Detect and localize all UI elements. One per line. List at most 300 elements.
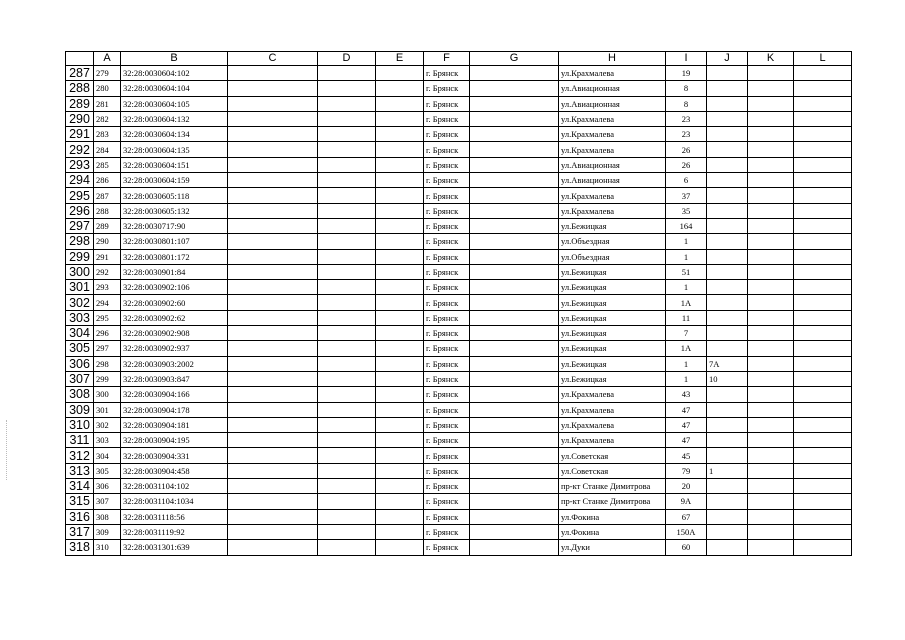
row-number[interactable]: 317 <box>66 524 94 539</box>
cell-i-house[interactable]: 35 <box>666 203 707 218</box>
cell-b-cadastral-number[interactable]: 32:28:0031119:92 <box>121 524 228 539</box>
cell-d[interactable] <box>318 218 376 233</box>
cell-e[interactable] <box>376 463 424 478</box>
cell-e[interactable] <box>376 326 424 341</box>
cell-h-street[interactable]: ул.Авиационная <box>559 173 666 188</box>
cell-j[interactable] <box>707 417 748 432</box>
cell-j[interactable] <box>707 111 748 126</box>
cell-f-city[interactable]: г. Брянск <box>424 326 470 341</box>
cell-f-city[interactable]: г. Брянск <box>424 188 470 203</box>
cell-j[interactable]: 10 <box>707 371 748 386</box>
cell-g[interactable] <box>470 341 559 356</box>
cell-a[interactable]: 283 <box>94 127 121 142</box>
row-number[interactable]: 300 <box>66 264 94 279</box>
cell-a[interactable]: 289 <box>94 218 121 233</box>
cell-f-city[interactable]: г. Брянск <box>424 540 470 555</box>
cell-a[interactable]: 290 <box>94 234 121 249</box>
cell-h-street[interactable]: пр-кт Станке Димитрова <box>559 479 666 494</box>
cell-j[interactable] <box>707 402 748 417</box>
cell-e[interactable] <box>376 81 424 96</box>
cell-i-house[interactable]: 6 <box>666 173 707 188</box>
cell-a[interactable]: 305 <box>94 463 121 478</box>
cell-a[interactable]: 297 <box>94 341 121 356</box>
cell-d[interactable] <box>318 540 376 555</box>
cell-l[interactable] <box>794 310 852 325</box>
corner-cell[interactable] <box>66 52 94 66</box>
row-number[interactable]: 295 <box>66 188 94 203</box>
cell-f-city[interactable]: г. Брянск <box>424 66 470 81</box>
cell-f-city[interactable]: г. Брянск <box>424 142 470 157</box>
cell-b-cadastral-number[interactable]: 32:28:0031104:1034 <box>121 494 228 509</box>
cell-b-cadastral-number[interactable]: 32:28:0030902:908 <box>121 326 228 341</box>
cell-j[interactable] <box>707 173 748 188</box>
cell-i-house[interactable]: 164 <box>666 218 707 233</box>
cell-f-city[interactable]: г. Брянск <box>424 127 470 142</box>
cell-f-city[interactable]: г. Брянск <box>424 264 470 279</box>
cell-k[interactable] <box>748 234 794 249</box>
cell-a[interactable]: 294 <box>94 295 121 310</box>
cell-h-street[interactable]: ул.Фокина <box>559 509 666 524</box>
row-number[interactable]: 291 <box>66 127 94 142</box>
cell-g[interactable] <box>470 81 559 96</box>
cell-l[interactable] <box>794 494 852 509</box>
cell-l[interactable] <box>794 173 852 188</box>
cell-c[interactable] <box>228 203 318 218</box>
cell-e[interactable] <box>376 249 424 264</box>
cell-e[interactable] <box>376 433 424 448</box>
cell-j[interactable] <box>707 494 748 509</box>
cell-i-house[interactable]: 26 <box>666 142 707 157</box>
cell-h-street[interactable]: ул.Крахмалева <box>559 417 666 432</box>
cell-d[interactable] <box>318 479 376 494</box>
cell-b-cadastral-number[interactable]: 32:28:0031301:639 <box>121 540 228 555</box>
cell-a[interactable]: 303 <box>94 433 121 448</box>
cell-i-house[interactable]: 7 <box>666 326 707 341</box>
cell-l[interactable] <box>794 540 852 555</box>
cell-d[interactable] <box>318 249 376 264</box>
cell-a[interactable]: 300 <box>94 387 121 402</box>
cell-j[interactable] <box>707 509 748 524</box>
cell-k[interactable] <box>748 203 794 218</box>
cell-f-city[interactable]: г. Брянск <box>424 111 470 126</box>
cell-c[interactable] <box>228 387 318 402</box>
cell-l[interactable] <box>794 524 852 539</box>
cell-e[interactable] <box>376 66 424 81</box>
cell-c[interactable] <box>228 264 318 279</box>
cell-h-street[interactable]: ул.Авиационная <box>559 81 666 96</box>
cell-g[interactable] <box>470 234 559 249</box>
cell-h-street[interactable]: ул.Крахмалева <box>559 66 666 81</box>
cell-b-cadastral-number[interactable]: 32:28:0030904:458 <box>121 463 228 478</box>
cell-g[interactable] <box>470 310 559 325</box>
cell-j[interactable] <box>707 127 748 142</box>
cell-k[interactable] <box>748 249 794 264</box>
cell-a[interactable]: 309 <box>94 524 121 539</box>
column-header-b[interactable]: B <box>121 52 228 66</box>
cell-i-house[interactable]: 37 <box>666 188 707 203</box>
cell-i-house[interactable]: 47 <box>666 402 707 417</box>
cell-b-cadastral-number[interactable]: 32:28:0030604:135 <box>121 142 228 157</box>
cell-k[interactable] <box>748 540 794 555</box>
cell-b-cadastral-number[interactable]: 32:28:0030604:134 <box>121 127 228 142</box>
cell-f-city[interactable]: г. Брянск <box>424 387 470 402</box>
cell-i-house[interactable]: 23 <box>666 127 707 142</box>
cell-d[interactable] <box>318 111 376 126</box>
cell-h-street[interactable]: ул.Бежицкая <box>559 356 666 371</box>
cell-e[interactable] <box>376 142 424 157</box>
cell-e[interactable] <box>376 494 424 509</box>
cell-j[interactable] <box>707 524 748 539</box>
cell-l[interactable] <box>794 142 852 157</box>
cell-e[interactable] <box>376 448 424 463</box>
cell-h-street[interactable]: ул.Объездная <box>559 249 666 264</box>
cell-l[interactable] <box>794 264 852 279</box>
cell-e[interactable] <box>376 280 424 295</box>
column-header-k[interactable]: K <box>748 52 794 66</box>
cell-a[interactable]: 292 <box>94 264 121 279</box>
cell-b-cadastral-number[interactable]: 32:28:0030801:107 <box>121 234 228 249</box>
cell-i-house[interactable]: 45 <box>666 448 707 463</box>
cell-l[interactable] <box>794 203 852 218</box>
row-number[interactable]: 310 <box>66 417 94 432</box>
cell-e[interactable] <box>376 402 424 417</box>
cell-h-street[interactable]: ул.Крахмалева <box>559 402 666 417</box>
cell-c[interactable] <box>228 371 318 386</box>
cell-h-street[interactable]: ул.Советская <box>559 448 666 463</box>
cell-a[interactable]: 279 <box>94 66 121 81</box>
cell-f-city[interactable]: г. Брянск <box>424 81 470 96</box>
cell-f-city[interactable]: г. Брянск <box>424 157 470 172</box>
cell-d[interactable] <box>318 203 376 218</box>
cell-b-cadastral-number[interactable]: 32:28:0030902:106 <box>121 280 228 295</box>
cell-a[interactable]: 285 <box>94 157 121 172</box>
cell-f-city[interactable]: г. Брянск <box>424 218 470 233</box>
cell-a[interactable]: 301 <box>94 402 121 417</box>
cell-e[interactable] <box>376 188 424 203</box>
cell-j[interactable] <box>707 448 748 463</box>
cell-d[interactable] <box>318 96 376 111</box>
cell-c[interactable] <box>228 524 318 539</box>
cell-a[interactable]: 291 <box>94 249 121 264</box>
row-number[interactable]: 315 <box>66 494 94 509</box>
cell-e[interactable] <box>376 295 424 310</box>
cell-h-street[interactable]: ул.Крахмалева <box>559 142 666 157</box>
row-number[interactable]: 308 <box>66 387 94 402</box>
cell-d[interactable] <box>318 295 376 310</box>
cell-c[interactable] <box>228 280 318 295</box>
cell-b-cadastral-number[interactable]: 32:28:0030605:132 <box>121 203 228 218</box>
row-number[interactable]: 292 <box>66 142 94 157</box>
cell-k[interactable] <box>748 81 794 96</box>
cell-c[interactable] <box>228 341 318 356</box>
cell-j[interactable] <box>707 479 748 494</box>
cell-b-cadastral-number[interactable]: 32:28:0030904:195 <box>121 433 228 448</box>
cell-f-city[interactable]: г. Брянск <box>424 341 470 356</box>
cell-i-house[interactable]: 1 <box>666 356 707 371</box>
cell-k[interactable] <box>748 371 794 386</box>
cell-d[interactable] <box>318 417 376 432</box>
cell-l[interactable] <box>794 326 852 341</box>
row-number[interactable]: 304 <box>66 326 94 341</box>
cell-k[interactable] <box>748 417 794 432</box>
cell-f-city[interactable]: г. Брянск <box>424 371 470 386</box>
cell-d[interactable] <box>318 173 376 188</box>
cell-h-street[interactable]: ул.Фокина <box>559 524 666 539</box>
cell-j[interactable] <box>707 234 748 249</box>
cell-i-house[interactable]: 1А <box>666 295 707 310</box>
cell-h-street[interactable]: ул.Объездная <box>559 234 666 249</box>
cell-j[interactable] <box>707 157 748 172</box>
cell-j[interactable] <box>707 66 748 81</box>
cell-j[interactable] <box>707 188 748 203</box>
row-number[interactable]: 307 <box>66 371 94 386</box>
cell-a[interactable]: 280 <box>94 81 121 96</box>
row-number[interactable]: 302 <box>66 295 94 310</box>
cell-d[interactable] <box>318 356 376 371</box>
cell-l[interactable] <box>794 81 852 96</box>
cell-d[interactable] <box>318 494 376 509</box>
row-number[interactable]: 290 <box>66 111 94 126</box>
column-header-f[interactable]: F <box>424 52 470 66</box>
cell-e[interactable] <box>376 111 424 126</box>
cell-f-city[interactable]: г. Брянск <box>424 203 470 218</box>
cell-k[interactable] <box>748 402 794 417</box>
cell-f-city[interactable]: г. Брянск <box>424 463 470 478</box>
cell-k[interactable] <box>748 295 794 310</box>
cell-c[interactable] <box>228 540 318 555</box>
cell-i-house[interactable]: 23 <box>666 111 707 126</box>
cell-l[interactable] <box>794 341 852 356</box>
cell-j[interactable] <box>707 218 748 233</box>
row-number[interactable]: 297 <box>66 218 94 233</box>
cell-g[interactable] <box>470 326 559 341</box>
row-number[interactable]: 296 <box>66 203 94 218</box>
cell-a[interactable]: 302 <box>94 417 121 432</box>
cell-l[interactable] <box>794 234 852 249</box>
cell-g[interactable] <box>470 66 559 81</box>
cell-l[interactable] <box>794 463 852 478</box>
cell-e[interactable] <box>376 417 424 432</box>
cell-l[interactable] <box>794 66 852 81</box>
cell-k[interactable] <box>748 173 794 188</box>
cell-e[interactable] <box>376 264 424 279</box>
cell-d[interactable] <box>318 402 376 417</box>
row-number[interactable]: 288 <box>66 81 94 96</box>
cell-j[interactable] <box>707 264 748 279</box>
cell-d[interactable] <box>318 66 376 81</box>
cell-b-cadastral-number[interactable]: 32:28:0031118:56 <box>121 509 228 524</box>
cell-c[interactable] <box>228 417 318 432</box>
cell-g[interactable] <box>470 371 559 386</box>
cell-l[interactable] <box>794 157 852 172</box>
column-header-a[interactable]: A <box>94 52 121 66</box>
cell-g[interactable] <box>470 417 559 432</box>
cell-l[interactable] <box>794 127 852 142</box>
cell-e[interactable] <box>376 234 424 249</box>
cell-i-house[interactable]: 79 <box>666 463 707 478</box>
cell-h-street[interactable]: ул.Крахмалева <box>559 127 666 142</box>
cell-k[interactable] <box>748 142 794 157</box>
cell-a[interactable]: 286 <box>94 173 121 188</box>
cell-i-house[interactable]: 1А <box>666 341 707 356</box>
cell-b-cadastral-number[interactable]: 32:28:0030904:181 <box>121 417 228 432</box>
cell-b-cadastral-number[interactable]: 32:28:0030902:62 <box>121 310 228 325</box>
row-number[interactable]: 311 <box>66 433 94 448</box>
cell-k[interactable] <box>748 479 794 494</box>
cell-l[interactable] <box>794 111 852 126</box>
cell-c[interactable] <box>228 111 318 126</box>
cell-c[interactable] <box>228 188 318 203</box>
cell-l[interactable] <box>794 387 852 402</box>
cell-i-house[interactable]: 1 <box>666 234 707 249</box>
cell-l[interactable] <box>794 402 852 417</box>
cell-c[interactable] <box>228 448 318 463</box>
cell-g[interactable] <box>470 249 559 264</box>
cell-b-cadastral-number[interactable]: 32:28:0030901:84 <box>121 264 228 279</box>
row-number[interactable]: 294 <box>66 173 94 188</box>
cell-h-street[interactable]: ул.Крахмалева <box>559 188 666 203</box>
cell-c[interactable] <box>228 157 318 172</box>
cell-b-cadastral-number[interactable]: 32:28:0030604:151 <box>121 157 228 172</box>
cell-g[interactable] <box>470 295 559 310</box>
cell-k[interactable] <box>748 66 794 81</box>
cell-g[interactable] <box>470 203 559 218</box>
cell-d[interactable] <box>318 387 376 402</box>
cell-h-street[interactable]: ул.Дуки <box>559 540 666 555</box>
cell-a[interactable]: 293 <box>94 280 121 295</box>
cell-l[interactable] <box>794 356 852 371</box>
cell-g[interactable] <box>470 111 559 126</box>
cell-d[interactable] <box>318 280 376 295</box>
cell-f-city[interactable]: г. Брянск <box>424 295 470 310</box>
cell-h-street[interactable]: ул.Бежицкая <box>559 341 666 356</box>
cell-b-cadastral-number[interactable]: 32:28:0030904:178 <box>121 402 228 417</box>
cell-e[interactable] <box>376 96 424 111</box>
row-number[interactable]: 314 <box>66 479 94 494</box>
row-number[interactable]: 298 <box>66 234 94 249</box>
cell-f-city[interactable]: г. Брянск <box>424 310 470 325</box>
cell-f-city[interactable]: г. Брянск <box>424 448 470 463</box>
cell-f-city[interactable]: г. Брянск <box>424 356 470 371</box>
cell-a[interactable]: 288 <box>94 203 121 218</box>
cell-i-house[interactable]: 47 <box>666 433 707 448</box>
row-number[interactable]: 309 <box>66 402 94 417</box>
cell-i-house[interactable]: 11 <box>666 310 707 325</box>
cell-d[interactable] <box>318 142 376 157</box>
cell-b-cadastral-number[interactable]: 32:28:0030605:118 <box>121 188 228 203</box>
cell-f-city[interactable]: г. Брянск <box>424 249 470 264</box>
cell-g[interactable] <box>470 494 559 509</box>
cell-e[interactable] <box>376 157 424 172</box>
cell-j[interactable] <box>707 249 748 264</box>
cell-c[interactable] <box>228 509 318 524</box>
cell-f-city[interactable]: г. Брянск <box>424 234 470 249</box>
cell-b-cadastral-number[interactable]: 32:28:0030903:847 <box>121 371 228 386</box>
cell-d[interactable] <box>318 448 376 463</box>
cell-e[interactable] <box>376 173 424 188</box>
cell-b-cadastral-number[interactable]: 32:28:0031104:102 <box>121 479 228 494</box>
cell-g[interactable] <box>470 218 559 233</box>
cell-b-cadastral-number[interactable]: 32:28:0030902:937 <box>121 341 228 356</box>
cell-j[interactable]: 7А <box>707 356 748 371</box>
cell-f-city[interactable]: г. Брянск <box>424 173 470 188</box>
cell-c[interactable] <box>228 402 318 417</box>
cell-l[interactable] <box>794 371 852 386</box>
cell-k[interactable] <box>748 494 794 509</box>
cell-a[interactable]: 282 <box>94 111 121 126</box>
cell-h-street[interactable]: ул.Бежицкая <box>559 280 666 295</box>
cell-l[interactable] <box>794 96 852 111</box>
cell-b-cadastral-number[interactable]: 32:28:0030717:90 <box>121 218 228 233</box>
cell-l[interactable] <box>794 433 852 448</box>
cell-g[interactable] <box>470 127 559 142</box>
cell-f-city[interactable]: г. Брянск <box>424 524 470 539</box>
cell-c[interactable] <box>228 433 318 448</box>
row-number[interactable]: 299 <box>66 249 94 264</box>
cell-l[interactable] <box>794 188 852 203</box>
cell-j[interactable]: 1 <box>707 463 748 478</box>
cell-j[interactable] <box>707 387 748 402</box>
cell-d[interactable] <box>318 234 376 249</box>
cell-a[interactable]: 310 <box>94 540 121 555</box>
cell-d[interactable] <box>318 157 376 172</box>
cell-e[interactable] <box>376 356 424 371</box>
cell-h-street[interactable]: ул.Авиационная <box>559 96 666 111</box>
cell-k[interactable] <box>748 524 794 539</box>
cell-h-street[interactable]: ул.Крахмалева <box>559 387 666 402</box>
cell-k[interactable] <box>748 127 794 142</box>
cell-c[interactable] <box>228 249 318 264</box>
cell-g[interactable] <box>470 356 559 371</box>
cell-a[interactable]: 308 <box>94 509 121 524</box>
cell-c[interactable] <box>228 173 318 188</box>
cell-d[interactable] <box>318 188 376 203</box>
cell-e[interactable] <box>376 540 424 555</box>
cell-j[interactable] <box>707 81 748 96</box>
column-header-h[interactable]: H <box>559 52 666 66</box>
cell-h-street[interactable]: ул.Авиационная <box>559 157 666 172</box>
cell-b-cadastral-number[interactable]: 32:28:0030604:159 <box>121 173 228 188</box>
cell-i-house[interactable]: 1 <box>666 371 707 386</box>
column-header-l[interactable]: L <box>794 52 852 66</box>
cell-b-cadastral-number[interactable]: 32:28:0030904:331 <box>121 448 228 463</box>
cell-j[interactable] <box>707 433 748 448</box>
cell-d[interactable] <box>318 463 376 478</box>
cell-k[interactable] <box>748 264 794 279</box>
cell-h-street[interactable]: ул.Бежицкая <box>559 326 666 341</box>
cell-k[interactable] <box>748 356 794 371</box>
cell-c[interactable] <box>228 96 318 111</box>
cell-g[interactable] <box>470 157 559 172</box>
row-number[interactable]: 305 <box>66 341 94 356</box>
cell-h-street[interactable]: пр-кт Станке Димитрова <box>559 494 666 509</box>
cell-c[interactable] <box>228 234 318 249</box>
cell-i-house[interactable]: 20 <box>666 479 707 494</box>
row-number[interactable]: 301 <box>66 280 94 295</box>
cell-g[interactable] <box>470 540 559 555</box>
cell-g[interactable] <box>470 264 559 279</box>
cell-e[interactable] <box>376 341 424 356</box>
cell-i-house[interactable]: 51 <box>666 264 707 279</box>
cell-l[interactable] <box>794 218 852 233</box>
cell-e[interactable] <box>376 203 424 218</box>
cell-g[interactable] <box>470 463 559 478</box>
cell-a[interactable]: 295 <box>94 310 121 325</box>
cell-g[interactable] <box>470 173 559 188</box>
column-header-e[interactable]: E <box>376 52 424 66</box>
cell-k[interactable] <box>748 433 794 448</box>
cell-e[interactable] <box>376 371 424 386</box>
